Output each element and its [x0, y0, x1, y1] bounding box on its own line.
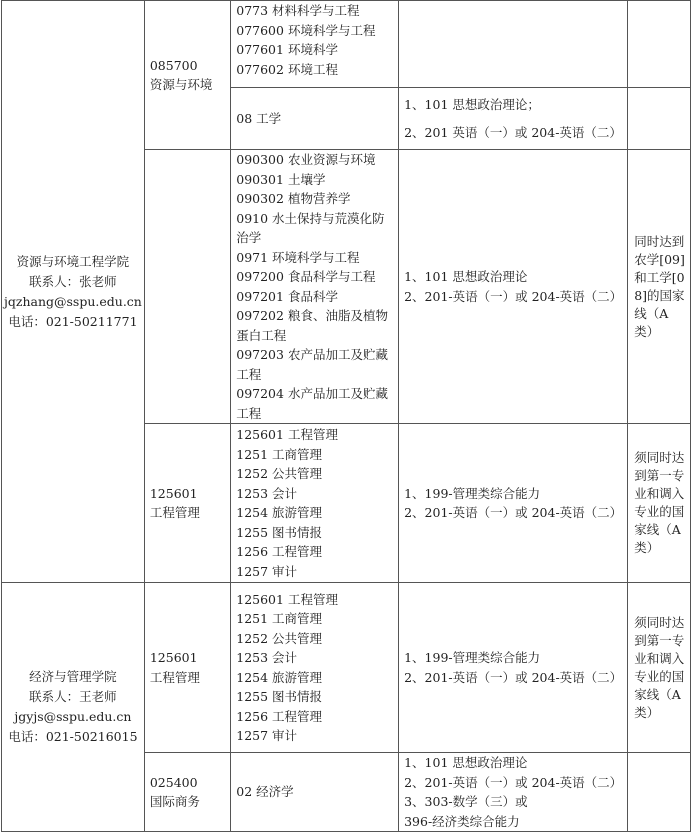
exam-item: 1、101 思想政治理论；	[404, 96, 540, 112]
note-cell	[628, 88, 691, 150]
contact-email: jgyjs@sspu.edu.cn	[14, 709, 132, 724]
discipline-item: 1251 工商管理	[236, 446, 323, 462]
discipline-item: 077600 环境科学与工程	[236, 22, 376, 38]
contact-person: 联系人：王老师	[29, 689, 117, 704]
major-name: 工程管理	[149, 505, 200, 520]
major-code: 085700	[149, 57, 198, 73]
contact-email: jqzhang@sspu.edu.cn	[4, 293, 142, 309]
exam-item: 2、201-英语（一）或 204-英语（二）	[404, 774, 623, 790]
note-cell: 同时达到农学[09]和工学[08]的国家线（A 类）	[628, 150, 691, 424]
discipline-item: 097203 农产品加工及贮藏工程	[236, 347, 388, 382]
major-cell	[144, 150, 230, 424]
exam-subjects-cell	[399, 753, 628, 832]
exam-item: 396-经济类综合能力	[404, 813, 520, 829]
discipline-item: 1257 审计	[236, 728, 298, 743]
table-row	[2, 1, 691, 88]
note-cell: 须同时达到第一专业和调入专业的国家线（A 类）	[628, 424, 691, 583]
discipline-item: 097204 水产品加工及贮藏工程	[236, 386, 388, 421]
discipline-item: 125601 工程管理	[236, 591, 338, 607]
discipline-item: 1252 公共管理	[236, 630, 323, 646]
discipline-item: 090302 植物营养学	[236, 191, 351, 206]
discipline-item: 097202 粮食、油脂及植物蛋白工程	[236, 308, 388, 343]
exam-item: 2、201-英语（一）或 204-英语（二）	[404, 669, 623, 685]
discipline-item: 1253 会计	[236, 485, 298, 501]
discipline-item: 02 经济学	[236, 784, 294, 800]
major-cell	[144, 1, 230, 150]
discipline-item: 090301 土壤学	[236, 171, 326, 187]
note-cell: 须同时达到第一专业和调入专业的国家线（A 类）	[628, 583, 691, 753]
discipline-item: 1256 工程管理	[236, 708, 323, 724]
contact-phone: 电话：021-50211771	[8, 313, 138, 329]
exam-subjects-cell	[399, 424, 628, 583]
major-name: 工程管理	[149, 669, 200, 685]
discipline-item: 1256 工程管理	[236, 544, 323, 559]
discipline-item: 077601 环境科学	[236, 42, 338, 57]
college-name: 资源与环境工程学院	[16, 253, 130, 269]
discipline-item: 1254 旅游管理	[236, 669, 323, 685]
major-cell	[144, 753, 230, 832]
contact-person: 联系人：张老师	[29, 273, 117, 289]
college-contact-cell	[2, 1, 145, 583]
discipline-item: 0971 环境科学与工程	[236, 249, 360, 265]
discipline-list-cell	[231, 753, 399, 832]
discipline-list-cell	[231, 88, 399, 150]
exam-item: 2、201-英语（一）或 204-英语（二）	[404, 288, 623, 304]
college-contact-cell	[2, 583, 145, 832]
discipline-item: 08 工学	[236, 110, 282, 126]
major-code: 125601	[149, 650, 198, 665]
discipline-item: 1255 图书情报	[236, 689, 323, 704]
contact-phone: 电话：021-50216015	[8, 729, 138, 744]
major-cell	[144, 583, 230, 753]
exam-item: 1、101 思想政治理论	[404, 269, 528, 284]
exam-item: 2、201 英语（一）或 204-英语（二）	[404, 124, 622, 140]
discipline-item: 0910 水土保持与荒漠化防治学	[236, 210, 385, 245]
exam-item: 1、199-管理类综合能力	[404, 650, 541, 665]
major-code: 125601	[149, 485, 198, 501]
discipline-item: 1255 图书情报	[236, 524, 323, 540]
exam-item: 3、303-数学（三）或	[404, 794, 528, 809]
discipline-list-cell	[231, 150, 399, 424]
table-row	[2, 583, 691, 753]
exam-item: 2、201-英语（一）或 204-英语（二）	[404, 505, 623, 520]
discipline-item: 1254 旅游管理	[236, 505, 323, 520]
major-code: 025400	[149, 774, 198, 790]
discipline-list-cell	[231, 424, 399, 583]
college-name: 经济与管理学院	[29, 669, 117, 684]
discipline-item: 1257 审计	[236, 563, 298, 579]
exam-subjects-cell	[399, 583, 628, 753]
discipline-item: 090300 农业资源与环境	[236, 152, 376, 167]
discipline-item: 077602 环境工程	[236, 61, 338, 77]
discipline-item: 1253 会计	[236, 650, 298, 665]
major-name: 国际商务	[149, 794, 200, 809]
exam-subjects-cell	[399, 88, 628, 150]
note-cell	[628, 753, 691, 832]
exam-item: 1、199-管理类综合能力	[404, 485, 541, 501]
discipline-item: 1252 公共管理	[236, 466, 323, 481]
discipline-item: 1251 工商管理	[236, 611, 323, 626]
major-name: 资源与环境	[149, 77, 213, 92]
discipline-list-cell	[231, 583, 399, 753]
discipline-item: 0773 材料科学与工程	[236, 3, 360, 18]
exam-subjects-cell	[399, 150, 628, 424]
note-cell	[628, 1, 691, 88]
adjustment-table	[1, 0, 691, 832]
discipline-list-cell	[231, 1, 399, 88]
discipline-item: 125601 工程管理	[236, 427, 338, 442]
discipline-item: 097201 食品科学	[236, 288, 338, 304]
major-cell	[144, 424, 230, 583]
exam-item: 1、101 思想政治理论	[404, 755, 528, 770]
exam-subjects-cell	[399, 1, 628, 88]
discipline-item: 097200 食品科学与工程	[236, 269, 376, 284]
